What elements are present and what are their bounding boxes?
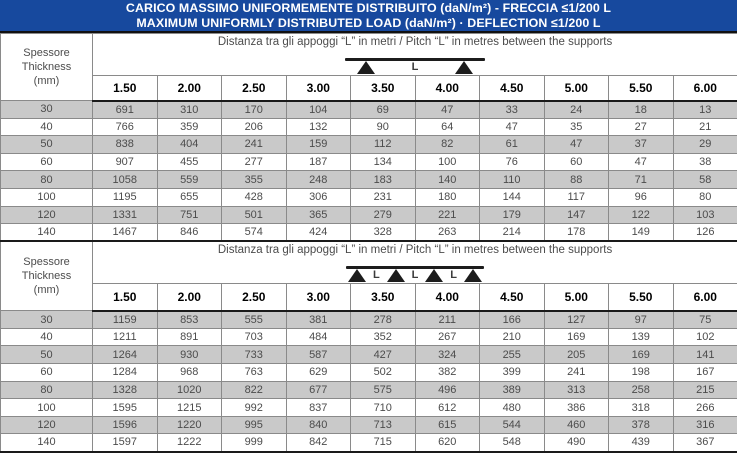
pitch-column-header: 6.00 — [673, 284, 737, 311]
load-value-cell: 33 — [480, 101, 545, 119]
pitch-column-header: 6.00 — [673, 76, 737, 101]
load-value-cell: 47 — [609, 153, 674, 171]
pitch-column-header: 2.50 — [222, 76, 287, 101]
thickness-value-cell: 40 — [1, 328, 93, 346]
title-line-italian: CARICO MASSIMO UNIFORMEMENTE DISTRIBUITO (daN/m²) - FRECCIA ≤1/200 L — [125, 1, 612, 15]
load-value-cell: 166 — [480, 311, 545, 329]
pitch-columns-row — [1, 76, 737, 101]
thickness-value-cell: 100 — [1, 188, 93, 206]
load-value-cell: 404 — [157, 136, 222, 154]
span-header-text: Distanza tra gli appoggi “L” in metri / Pitch “L” in metres between the supports — [217, 36, 613, 48]
load-value-cell: 71 — [609, 171, 674, 189]
load-value-cell: 13 — [673, 101, 737, 119]
thickness-value-cell: 140 — [1, 224, 93, 242]
load-value-cell: 82 — [415, 136, 480, 154]
load-value-cell: 318 — [609, 399, 674, 417]
table-row — [1, 434, 737, 452]
load-value-cell: 69 — [351, 101, 416, 119]
load-value-cell: 629 — [286, 364, 351, 382]
load-value-cell: 381 — [286, 311, 351, 329]
load-value-cell: 76 — [480, 153, 545, 171]
load-value-cell: 110 — [480, 171, 545, 189]
table-row — [1, 346, 737, 364]
load-value-cell: 306 — [286, 188, 351, 206]
pitch-column-header: 4.00 — [415, 76, 480, 101]
load-value-cell: 838 — [93, 136, 158, 154]
load-value-cell: 37 — [609, 136, 674, 154]
load-value-cell: 502 — [351, 364, 416, 382]
load-value-cell: 677 — [286, 381, 351, 399]
pitch-column-header: 2.00 — [157, 284, 222, 311]
load-value-cell: 310 — [157, 101, 222, 119]
load-value-cell: 842 — [286, 434, 351, 452]
load-value-cell: 1222 — [157, 434, 222, 452]
load-value-cell: 1328 — [93, 381, 158, 399]
load-value-cell: 1058 — [93, 171, 158, 189]
load-value-cell: 140 — [415, 171, 480, 189]
load-value-cell: 496 — [415, 381, 480, 399]
support-triangle-icon — [455, 61, 473, 74]
load-value-cell: 1211 — [93, 328, 158, 346]
load-value-cell: 555 — [222, 311, 287, 329]
load-value-cell: 1220 — [157, 416, 222, 434]
load-table-multi-span — [0, 242, 737, 452]
load-value-cell: 80 — [673, 188, 737, 206]
load-value-cell: 710 — [351, 399, 416, 417]
pitch-column-header: 5.50 — [609, 284, 674, 311]
span-length-label: L — [411, 269, 419, 282]
load-value-cell: 211 — [415, 311, 480, 329]
support-triangle-icon — [425, 269, 443, 282]
load-value-cell: 378 — [609, 416, 674, 434]
load-value-cell: 612 — [415, 399, 480, 417]
load-value-cell: 1597 — [93, 434, 158, 452]
load-value-cell: 241 — [222, 136, 287, 154]
support-triangle-icon — [464, 269, 482, 282]
load-value-cell: 90 — [351, 118, 416, 136]
thickness-column-header — [1, 34, 93, 101]
load-value-cell: 88 — [544, 171, 609, 189]
load-value-cell: 1596 — [93, 416, 158, 434]
load-value-cell: 713 — [351, 416, 416, 434]
load-value-cell: 389 — [480, 381, 545, 399]
load-value-cell: 263 — [415, 224, 480, 242]
load-value-cell: 548 — [480, 434, 545, 452]
load-value-cell: 352 — [351, 328, 416, 346]
pitch-span-header — [93, 34, 737, 76]
load-value-cell: 733 — [222, 346, 287, 364]
support-triangle-icon — [348, 269, 366, 282]
load-value-cell: 460 — [544, 416, 609, 434]
load-value-cell: 620 — [415, 434, 480, 452]
load-value-cell: 100 — [415, 153, 480, 171]
load-value-cell: 179 — [480, 206, 545, 224]
support-triangle-icon — [357, 61, 375, 74]
span-length-label: L — [372, 269, 380, 282]
load-value-cell: 147 — [544, 206, 609, 224]
load-value-cell: 127 — [544, 311, 609, 329]
load-value-cell: 1195 — [93, 188, 158, 206]
table-row — [1, 381, 737, 399]
load-value-cell: 763 — [222, 364, 287, 382]
thickness-value-cell: 100 — [1, 399, 93, 417]
load-table-single-span — [0, 33, 737, 242]
table-row — [1, 118, 737, 136]
load-value-cell: 1159 — [93, 311, 158, 329]
load-value-cell: 47 — [480, 118, 545, 136]
pitch-column-header: 1.50 — [93, 284, 158, 311]
load-value-cell: 455 — [157, 153, 222, 171]
load-value-cell: 169 — [609, 346, 674, 364]
load-value-cell: 167 — [673, 364, 737, 382]
pitch-column-header: 3.00 — [286, 76, 351, 101]
pitch-column-header: 3.00 — [286, 284, 351, 311]
load-value-cell: 221 — [415, 206, 480, 224]
thickness-value-cell: 30 — [1, 311, 93, 329]
load-value-cell: 169 — [544, 328, 609, 346]
load-value-cell: 231 — [351, 188, 416, 206]
load-value-cell: 1284 — [93, 364, 158, 382]
load-value-cell: 134 — [351, 153, 416, 171]
load-value-cell: 822 — [222, 381, 287, 399]
load-value-cell: 27 — [609, 118, 674, 136]
table-row — [1, 399, 737, 417]
load-value-cell: 61 — [480, 136, 545, 154]
load-value-cell: 198 — [609, 364, 674, 382]
load-value-cell: 995 — [222, 416, 287, 434]
load-value-cell: 615 — [415, 416, 480, 434]
table-row — [1, 101, 737, 119]
thickness-unit: (mm) — [33, 75, 60, 87]
load-value-cell: 992 — [222, 399, 287, 417]
load-value-cell: 64 — [415, 118, 480, 136]
load-value-cell: 248 — [286, 171, 351, 189]
load-value-cell: 122 — [609, 206, 674, 224]
table-row — [1, 416, 737, 434]
load-value-cell: 178 — [544, 224, 609, 242]
pitch-column-header: 4.00 — [415, 284, 480, 311]
load-value-cell: 241 — [544, 364, 609, 382]
table-row — [1, 136, 737, 154]
load-value-cell: 1467 — [93, 224, 158, 242]
thickness-label-en: Thickness — [21, 270, 72, 283]
load-value-cell: 501 — [222, 206, 287, 224]
load-value-cell: 132 — [286, 118, 351, 136]
pitch-column-header: 3.50 — [351, 76, 416, 101]
load-value-cell: 1020 — [157, 381, 222, 399]
load-value-cell: 766 — [93, 118, 158, 136]
load-value-cell: 47 — [544, 136, 609, 154]
load-value-cell: 544 — [480, 416, 545, 434]
load-value-cell: 126 — [673, 224, 737, 242]
load-value-cell: 279 — [351, 206, 416, 224]
thickness-unit: (mm) — [33, 284, 60, 297]
thickness-value-cell: 50 — [1, 346, 93, 364]
load-value-cell: 210 — [480, 328, 545, 346]
load-value-cell: 1331 — [93, 206, 158, 224]
load-value-cell: 427 — [351, 346, 416, 364]
load-value-cell: 112 — [351, 136, 416, 154]
load-value-cell: 29 — [673, 136, 737, 154]
load-value-cell: 159 — [286, 136, 351, 154]
load-value-cell: 47 — [415, 101, 480, 119]
multi-span-table-body — [1, 311, 737, 452]
load-value-cell: 60 — [544, 153, 609, 171]
pitch-column-header: 5.50 — [609, 76, 674, 101]
thickness-value-cell: 80 — [1, 171, 93, 189]
load-value-cell: 75 — [673, 311, 737, 329]
load-value-cell: 278 — [351, 311, 416, 329]
load-value-cell: 103 — [673, 206, 737, 224]
load-value-cell: 691 — [93, 101, 158, 119]
table-row — [1, 171, 737, 189]
table-row — [1, 153, 737, 171]
thickness-label-en: Thickness — [21, 61, 72, 73]
load-value-cell: 424 — [286, 224, 351, 242]
load-value-cell: 359 — [157, 118, 222, 136]
load-value-cell: 382 — [415, 364, 480, 382]
thickness-value-cell: 80 — [1, 381, 93, 399]
load-value-cell: 255 — [480, 346, 545, 364]
load-value-cell: 891 — [157, 328, 222, 346]
thickness-value-cell: 30 — [1, 101, 93, 119]
load-value-cell: 439 — [609, 434, 674, 452]
load-value-cell: 277 — [222, 153, 287, 171]
load-value-cell: 328 — [351, 224, 416, 242]
load-value-cell: 324 — [415, 346, 480, 364]
single-span-table-body — [1, 101, 737, 242]
load-value-cell: 484 — [286, 328, 351, 346]
thickness-value-cell: 40 — [1, 118, 93, 136]
load-value-cell: 1264 — [93, 346, 158, 364]
load-value-cell: 1215 — [157, 399, 222, 417]
load-value-cell: 575 — [351, 381, 416, 399]
pitch-columns-row — [1, 284, 737, 311]
thickness-value-cell: 140 — [1, 434, 93, 452]
load-value-cell: 846 — [157, 224, 222, 242]
span-length-label: L — [411, 61, 419, 73]
pitch-span-header — [93, 242, 737, 284]
pitch-column-header: 4.50 — [480, 76, 545, 101]
title-banner — [0, 0, 737, 33]
load-value-cell: 149 — [609, 224, 674, 242]
pitch-column-header: 5.00 — [544, 76, 609, 101]
table-row — [1, 328, 737, 346]
load-value-cell: 206 — [222, 118, 287, 136]
load-value-cell: 837 — [286, 399, 351, 417]
load-value-cell: 38 — [673, 153, 737, 171]
load-value-cell: 258 — [609, 381, 674, 399]
thickness-column-header — [1, 242, 93, 311]
load-value-cell: 24 — [544, 101, 609, 119]
load-value-cell: 428 — [222, 188, 287, 206]
load-value-cell: 1595 — [93, 399, 158, 417]
table-row — [1, 364, 737, 382]
load-value-cell: 205 — [544, 346, 609, 364]
load-value-cell: 313 — [544, 381, 609, 399]
load-value-cell: 367 — [673, 434, 737, 452]
pitch-column-header: 3.50 — [351, 284, 416, 311]
thickness-label-it: Spessore — [23, 256, 70, 269]
load-value-cell: 266 — [673, 399, 737, 417]
load-value-cell: 35 — [544, 118, 609, 136]
load-value-cell: 751 — [157, 206, 222, 224]
load-value-cell: 365 — [286, 206, 351, 224]
load-value-cell: 655 — [157, 188, 222, 206]
pitch-column-header: 4.50 — [480, 284, 545, 311]
load-value-cell: 930 — [157, 346, 222, 364]
table-row — [1, 224, 737, 242]
pitch-column-header: 2.00 — [157, 76, 222, 101]
load-value-cell: 715 — [351, 434, 416, 452]
table-row — [1, 206, 737, 224]
load-value-cell: 183 — [351, 171, 416, 189]
thickness-value-cell: 120 — [1, 416, 93, 434]
thickness-value-cell: 60 — [1, 153, 93, 171]
load-value-cell: 355 — [222, 171, 287, 189]
load-value-cell: 386 — [544, 399, 609, 417]
load-value-cell: 587 — [286, 346, 351, 364]
load-value-cell: 840 — [286, 416, 351, 434]
load-value-cell: 58 — [673, 171, 737, 189]
load-value-cell: 907 — [93, 153, 158, 171]
load-value-cell: 480 — [480, 399, 545, 417]
table-row — [1, 188, 737, 206]
load-value-cell: 703 — [222, 328, 287, 346]
load-value-cell: 141 — [673, 346, 737, 364]
four-support-beam-diagram — [346, 266, 484, 282]
load-value-cell: 139 — [609, 328, 674, 346]
load-value-cell: 999 — [222, 434, 287, 452]
load-value-cell: 117 — [544, 188, 609, 206]
load-value-cell: 170 — [222, 101, 287, 119]
two-support-beam-diagram — [345, 58, 485, 74]
load-value-cell: 559 — [157, 171, 222, 189]
load-value-cell: 853 — [157, 311, 222, 329]
load-value-cell: 399 — [480, 364, 545, 382]
thickness-label-it: Spessore — [23, 47, 70, 59]
load-value-cell: 180 — [415, 188, 480, 206]
load-value-cell: 187 — [286, 153, 351, 171]
support-triangle-icon — [387, 269, 405, 282]
thickness-value-cell: 120 — [1, 206, 93, 224]
load-value-cell: 102 — [673, 328, 737, 346]
load-value-cell: 968 — [157, 364, 222, 382]
load-value-cell: 104 — [286, 101, 351, 119]
load-value-cell: 96 — [609, 188, 674, 206]
load-value-cell: 214 — [480, 224, 545, 242]
load-value-cell: 267 — [415, 328, 480, 346]
load-value-cell: 490 — [544, 434, 609, 452]
thickness-value-cell: 60 — [1, 364, 93, 382]
thickness-value-cell: 50 — [1, 136, 93, 154]
load-value-cell: 215 — [673, 381, 737, 399]
table-row — [1, 311, 737, 329]
load-value-cell: 574 — [222, 224, 287, 242]
span-length-label: L — [450, 269, 457, 282]
pitch-column-header: 1.50 — [93, 76, 158, 101]
load-value-cell: 21 — [673, 118, 737, 136]
load-value-cell: 97 — [609, 311, 674, 329]
pitch-column-header: 2.50 — [222, 284, 287, 311]
load-value-cell: 316 — [673, 416, 737, 434]
span-header-text: Distanza tra gli appoggi “L” in metri / Pitch “L” in metres between the supports — [217, 244, 613, 257]
title-line-english: MAXIMUM UNIFORMLY DISTRIBUTED LOAD (daN/m²) · DEFLECTION ≤1/200 L — [136, 15, 601, 30]
load-value-cell: 18 — [609, 101, 674, 119]
load-value-cell: 144 — [480, 188, 545, 206]
pitch-column-header: 5.00 — [544, 284, 609, 311]
